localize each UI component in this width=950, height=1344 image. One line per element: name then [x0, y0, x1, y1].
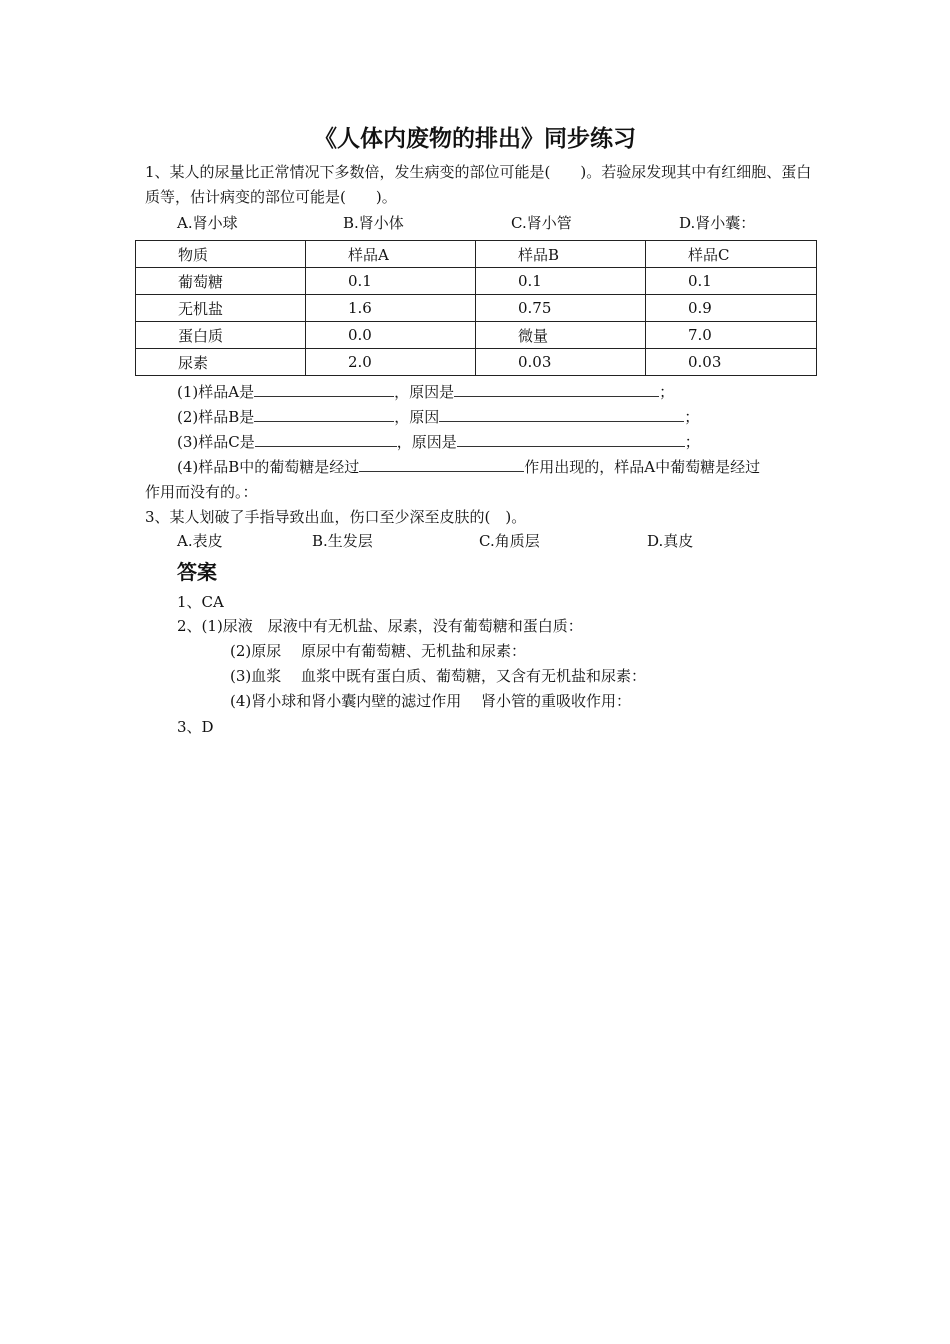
question-3-options — [177, 530, 817, 554]
page-title: 《人体内废物的排出》同步练习 — [314, 126, 636, 152]
table-cell: 尿素 — [136, 349, 306, 376]
question-1-options — [177, 212, 817, 236]
table-cell: 微量 — [476, 322, 646, 349]
table-row — [136, 268, 817, 295]
table-cell: 0.1 — [306, 268, 476, 295]
question-1: 1、某人的尿量比正常情况下多数倍，发生病变的部位可能是( )。若验尿发现其中有红细胞、蛋白质等，估计病变的部位可能是( )。 — [145, 163, 812, 206]
table-header: 样品B — [476, 241, 646, 268]
table-header: 物质 — [136, 241, 306, 268]
table-cell: 1.6 — [306, 295, 476, 322]
table-cell: 0.9 — [646, 295, 817, 322]
table-cell: 葡萄糖 — [136, 268, 306, 295]
answer-2-4: (4)肾小球和肾小囊内壁的滤过作用 肾小管的重吸收作用： — [230, 692, 632, 710]
q3-option-a: A.表皮 — [177, 532, 223, 550]
q2-s1-end: ； — [659, 383, 675, 401]
q2-s1-prefix: (1)样品A是 — [177, 383, 255, 401]
q2-s2-end: ； — [684, 408, 700, 426]
table-cell: 0.03 — [646, 349, 817, 376]
table-row — [136, 322, 817, 349]
q2-s1-mid: ，原因是 — [394, 383, 455, 401]
table-cell: 无机盐 — [136, 295, 306, 322]
answer-blank[interactable] — [439, 406, 684, 422]
answer-blank[interactable] — [454, 381, 659, 397]
q2-s3-end: ； — [684, 433, 700, 451]
table-row — [136, 295, 817, 322]
answer-blank[interactable] — [255, 431, 397, 447]
table-cell: 0.03 — [476, 349, 646, 376]
table-header: 样品C — [646, 241, 817, 268]
q2-s2-mid: ，原因 — [394, 408, 440, 426]
q1-option-a: A.肾小球 — [177, 214, 238, 232]
q3-option-d: D.真皮 — [647, 532, 694, 550]
table-cell: 7.0 — [646, 322, 817, 349]
q3-option-c: C.角质层 — [479, 532, 540, 550]
answers-heading: 答案 — [177, 560, 217, 584]
answer-2-3: (3)血浆 血浆中既有蛋白质、葡萄糖，又含有无机盐和尿素： — [230, 667, 647, 685]
table-cell: 0.75 — [476, 295, 646, 322]
answer-1: 1、CA — [177, 593, 224, 611]
answer-blank[interactable] — [254, 381, 394, 397]
answer-3: 3、D — [177, 718, 214, 736]
q2-sub-3 — [177, 430, 700, 454]
q2-s4-mid: 作用出现的，样品A中葡萄糖是经过 — [524, 458, 761, 476]
answer-2-2: (2)原尿 原尿中有葡萄糖、无机盐和尿素： — [230, 642, 527, 660]
q2-sub-2 — [177, 405, 699, 429]
q1-option-c: C.肾小管 — [511, 214, 572, 232]
table-header: 样品A — [306, 241, 476, 268]
table-cell: 2.0 — [306, 349, 476, 376]
q1-option-b: B.肾小体 — [343, 214, 404, 232]
table-cell: 0.0 — [306, 322, 476, 349]
q2-s4-prefix: (4)样品B中的葡萄糖是经过 — [177, 458, 360, 476]
q2-sub-4-cont: 作用而没有的。： — [145, 483, 258, 501]
q2-s3-prefix: (3)样品C是 — [177, 433, 255, 451]
table-cell: 蛋白质 — [136, 322, 306, 349]
sample-table — [135, 240, 817, 376]
q3-option-b: B.生发层 — [312, 532, 373, 550]
answer-2-1: 2、(1)尿液 尿液中有无机盐、尿素，没有葡萄糖和蛋白质： — [177, 617, 583, 635]
q2-sub-4 — [177, 455, 760, 479]
answer-blank[interactable] — [457, 431, 685, 447]
q2-s2-prefix: (2)样品B是 — [177, 408, 255, 426]
table-header-row — [136, 241, 817, 268]
q2-s3-mid: ，原因是 — [396, 433, 457, 451]
q2-sub-1 — [177, 380, 674, 404]
table-cell: 0.1 — [646, 268, 817, 295]
table-cell: 0.1 — [476, 268, 646, 295]
q1-option-d: D.肾小囊： — [679, 214, 756, 232]
answer-blank[interactable] — [359, 456, 524, 472]
question-3: 3、某人划破了手指导致出血，伤口至少深至皮肤的( )。 — [145, 508, 527, 526]
answer-blank[interactable] — [254, 406, 394, 422]
table-row — [136, 349, 817, 376]
